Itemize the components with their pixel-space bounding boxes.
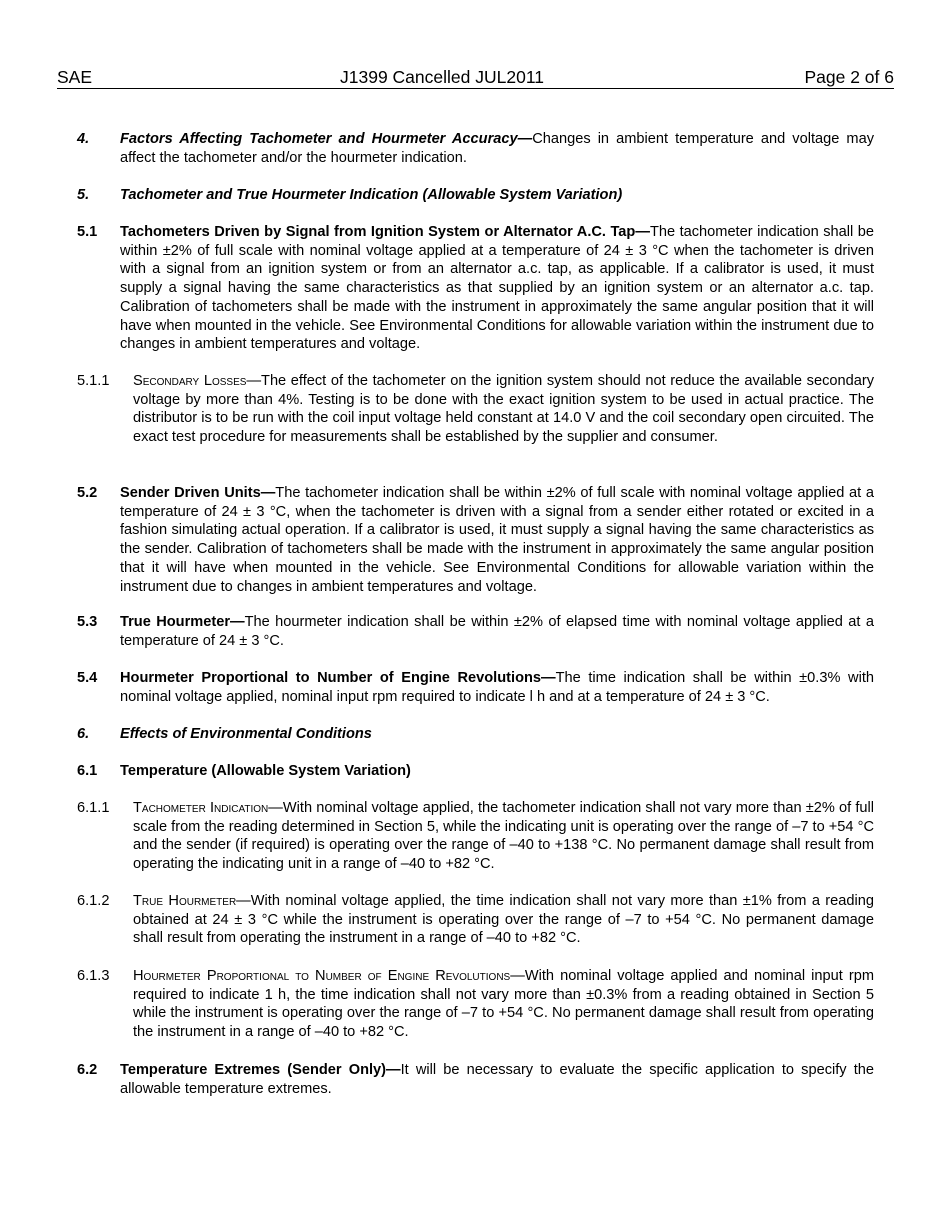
section-heading: True Hourmeter— — [120, 614, 245, 630]
section-6-1-3 — [77, 967, 874, 1042]
section-body: The hourmeter indication shall be within ±2% of elapsed time with nominal voltage applied at a temperature of 24 ± 3 °C. — [120, 614, 875, 649]
section-dash: — — [268, 800, 283, 816]
section-number: 5.1.1 — [77, 373, 110, 389]
section-6-1 — [77, 762, 874, 781]
section-text — [120, 762, 874, 781]
section-number: 5. — [77, 187, 90, 203]
header-document-id: J1399 Cancelled JUL2011 — [340, 67, 544, 87]
section-6 — [77, 725, 874, 744]
section-heading: Effects of Environmental Conditions — [120, 726, 372, 742]
section-body: The time indication shall be within ±0.3% with nominal voltage applied, nominal input rpm required to indicate l h and at a temperature of 24 ± 3 °C. — [120, 670, 874, 705]
section-text — [120, 484, 874, 596]
section-body: With nominal voltage applied and nominal input rpm required to indicate 1 h, the time indication shall not vary more than ±0.3% from a reading obtained in Section 5 while the instrument is operating over the range of –7 to +54 °C. No permanent damage shall result from operating the instrument in a range of –40 to +82 °C. — [133, 968, 875, 1041]
section-heading: Factors Affecting Tachometer and Hourmeter Accuracy— — [120, 131, 533, 147]
section-text — [133, 799, 874, 874]
section-number: 5.1 — [77, 224, 98, 240]
section-heading: Tachometer Indication — [133, 800, 269, 816]
section-5 — [77, 186, 874, 205]
section-number: 5.2 — [77, 485, 98, 501]
section-dash: — — [510, 968, 525, 984]
section-heading: Temperature (Allowable System Variation) — [120, 763, 411, 779]
section-number: 6.2 — [77, 1062, 98, 1078]
section-number: 6.1.2 — [77, 893, 110, 909]
section-text — [133, 372, 874, 447]
section-number: 4. — [77, 131, 90, 147]
section-dash: — — [246, 373, 262, 389]
section-text — [120, 725, 874, 744]
section-6-1-2 — [77, 892, 874, 948]
section-heading: Temperature Extremes (Sender Only)— — [120, 1062, 401, 1078]
section-number: 6.1.3 — [77, 968, 110, 984]
section-number: 5.4 — [77, 670, 98, 686]
section-6-2 — [77, 1061, 874, 1098]
section-5-3 — [77, 613, 874, 650]
section-heading: Tachometer and True Hourmeter Indication (Allowable System Variation) — [120, 187, 623, 203]
section-5-1 — [77, 223, 874, 354]
section-4 — [77, 130, 874, 167]
section-heading: True Hourmeter — [133, 893, 237, 909]
section-5-1-1 — [77, 372, 874, 447]
section-text — [120, 186, 874, 205]
header-org: SAE — [57, 67, 93, 87]
section-text — [133, 892, 874, 948]
section-body: Changes in ambient temperature and voltage may affect the tachometer and/or the hourmeter indication. — [120, 131, 874, 166]
section-number: 6.1.1 — [77, 800, 110, 816]
header-page-number: Page 2 of 6 — [804, 67, 894, 87]
section-heading: Tachometers Driven by Signal from Ignition System or Alternator A.C. Tap— — [120, 224, 650, 240]
section-text — [120, 223, 874, 354]
section-dash: — — [236, 893, 251, 909]
section-text — [120, 613, 874, 650]
section-heading: Sender Driven Units— — [120, 485, 276, 501]
section-body: With nominal voltage applied, the time indication shall not vary more than ±1% from a reading obtained at 24 ± 3 °C while the instrument is operating over the range of –7 to +54 °C. No permanent damage shall result from operating the instrument in a range of –40 to +82 °C. — [133, 893, 874, 947]
section-body: It will be necessary to evaluate the specific application to specify the allowable temperature extremes. — [120, 1062, 874, 1097]
section-number: 6. — [77, 726, 90, 742]
section-heading: Hourmeter Proportional to Number of Engine Revolutions — [133, 968, 511, 984]
section-body: With nominal voltage applied, the tachometer indication shall not vary more than ±2% of full scale from the reading determined in Section 5, while the indicating unit is operating over the range of –7 to +54 °C and the sender (if required) is operating over the range of –40 to +138 °C. No permanent damage shall result from operating the indicating unit in a range of –40 to +82 °C. — [133, 800, 874, 873]
section-heading: Hourmeter Proportional to Number of Engine Revolutions— — [120, 670, 556, 686]
section-body: The effect of the tachometer on the ignition system should not reduce the available secondary voltage by more than 4%. Testing is to be done with the exact ignition system to be used in actual practice. The distributor is to be run with the coil input voltage held constant at 14.0 V and the coil secondary open circuited. The exact test procedure for measurements shall be established by the supplier and consumer. — [133, 373, 874, 446]
section-heading: Secondary Losses — [133, 373, 247, 389]
section-5-2 — [77, 484, 874, 596]
section-5-4 — [77, 669, 874, 706]
section-number: 5.3 — [77, 614, 98, 630]
section-body: The tachometer indication shall be within ±2% of full scale with nominal voltage applied at a temperature of 24 ± 3 °C when the tachometer is driven with a signal from an ignition system or from an alternator a.c. tap, as applicable. If a calibrator is used, it must supply a signal having the same characteristics as that supplied by an ignition system or an alternator a.c. tap. Calibration of tachometers shall be made with the instrument in approximately the same angular position that it will have when mounted in the vehicle. See Environmental Conditions for allowable variation within the instrument due to changes in ambient temperatures and voltage. — [120, 224, 875, 353]
section-6-1-1 — [77, 799, 874, 874]
section-body: The tachometer indication shall be within ±2% of full scale with nominal voltage applied at a temperature of 24 ± 3 °C, when the tachometer is driven with a signal from a sender either rotated or excited in a fashion simulating actual operation. If a calibrator is used, it must supply a signal having the same characteristics as the sender. Calibration of tachometers shall be made with the instrument in approximately the same angular position that it will have when mounted in the vehicle. See Environmental Conditions for allowable variation within the instrument due to changes in ambient temperatures and voltage. — [120, 485, 874, 595]
page-header — [57, 66, 894, 89]
section-text — [120, 669, 874, 706]
section-text — [120, 1061, 874, 1098]
section-number: 6.1 — [77, 763, 98, 779]
section-text — [120, 130, 874, 167]
section-text — [133, 967, 874, 1042]
